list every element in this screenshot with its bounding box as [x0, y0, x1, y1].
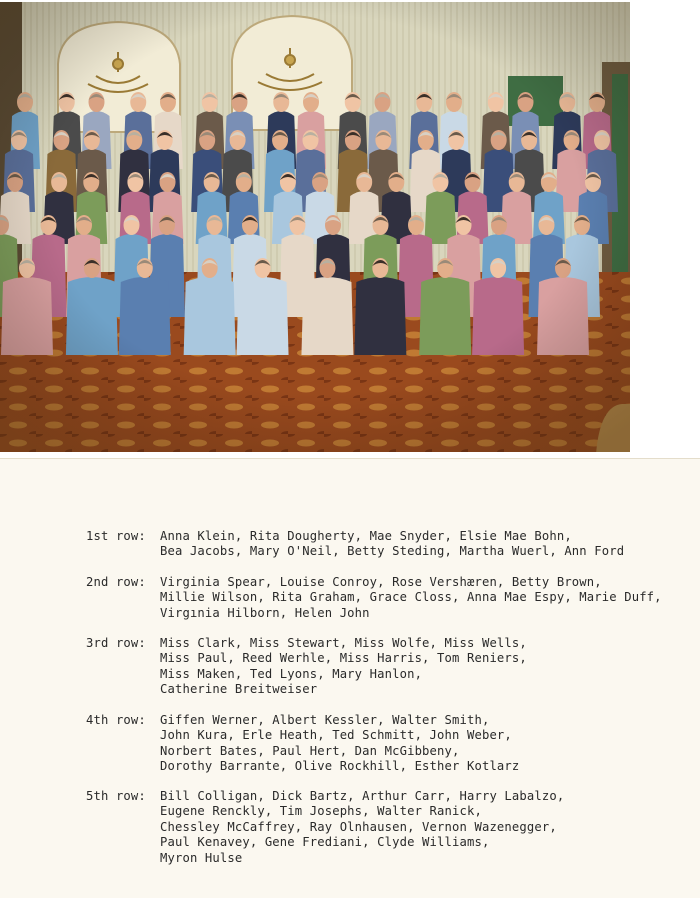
caption-card	[0, 458, 700, 898]
row-names-line: Paul Kenavey, Gene Frediani, Clyde Williams,	[160, 835, 490, 850]
row-names-line: Eugene Renckly, Tim Josephs, Walter Ranick,	[160, 804, 482, 819]
row-label: 5th row:	[86, 789, 146, 803]
row-names-line: Anna Klein, Rita Dougherty, Mae Snyder, Elsie Mae Bohn,	[160, 529, 572, 543]
row-names-line: Catherine Breitweiser	[160, 682, 318, 697]
row-names-line: Miss Clark, Miss Stewart, Miss Wolfe, Miss Wells,	[160, 636, 527, 650]
row-names-line: Virginia Spear, Louise Conroy, Rose Vershæren, Betty Brown,	[160, 575, 602, 589]
row-names-line: Norbert Bates, Paul Hert, Dan McGibbeny,	[160, 743, 460, 758]
row-names-line: Dorothy Barrante, Olive Rockhill, Esther Kotlarz	[160, 759, 520, 774]
row-label: 1st row:	[86, 529, 146, 543]
row-names-line: Millie Wilson, Rita Graham, Grace Closs, Anna Mae Espy, Marie Duff,	[160, 590, 662, 605]
row-names-line: Miss Paul, Reed Werhle, Miss Harris, Tom Reniers,	[160, 651, 527, 666]
row-label: 3rd row:	[86, 636, 146, 650]
group-photo	[0, 2, 630, 452]
row-names-line: Chessley McCaffrey, Ray Olnhausen, Vernon Wazenegger,	[160, 819, 557, 834]
photo-margin	[630, 0, 700, 455]
row-label: 2nd row:	[86, 575, 146, 589]
row-names-line: Miss Maken, Ted Lyons, Mary Hanlon,	[160, 666, 423, 681]
row-names-line: John Kura, Erle Heath, Ted Schmitt, John Weber,	[160, 728, 512, 743]
row-names-line: Bill Colligan, Dick Bartz, Arthur Carr, Harry Labalzo,	[160, 789, 565, 803]
group-photo-image	[0, 2, 630, 452]
row-names-line: Giffen Werner, Albert Kessler, Walter Smith,	[160, 713, 490, 727]
row-names-line: Bea Jacobs, Mary O'Neil, Betty Steding, Martha Wuerl, Ann Ford	[160, 544, 625, 559]
row-names-line: Myron Hulse	[160, 850, 243, 865]
row-label: 4th row:	[86, 713, 146, 727]
row-names-line: Virgınia Hilborn, Helen John	[160, 605, 370, 620]
